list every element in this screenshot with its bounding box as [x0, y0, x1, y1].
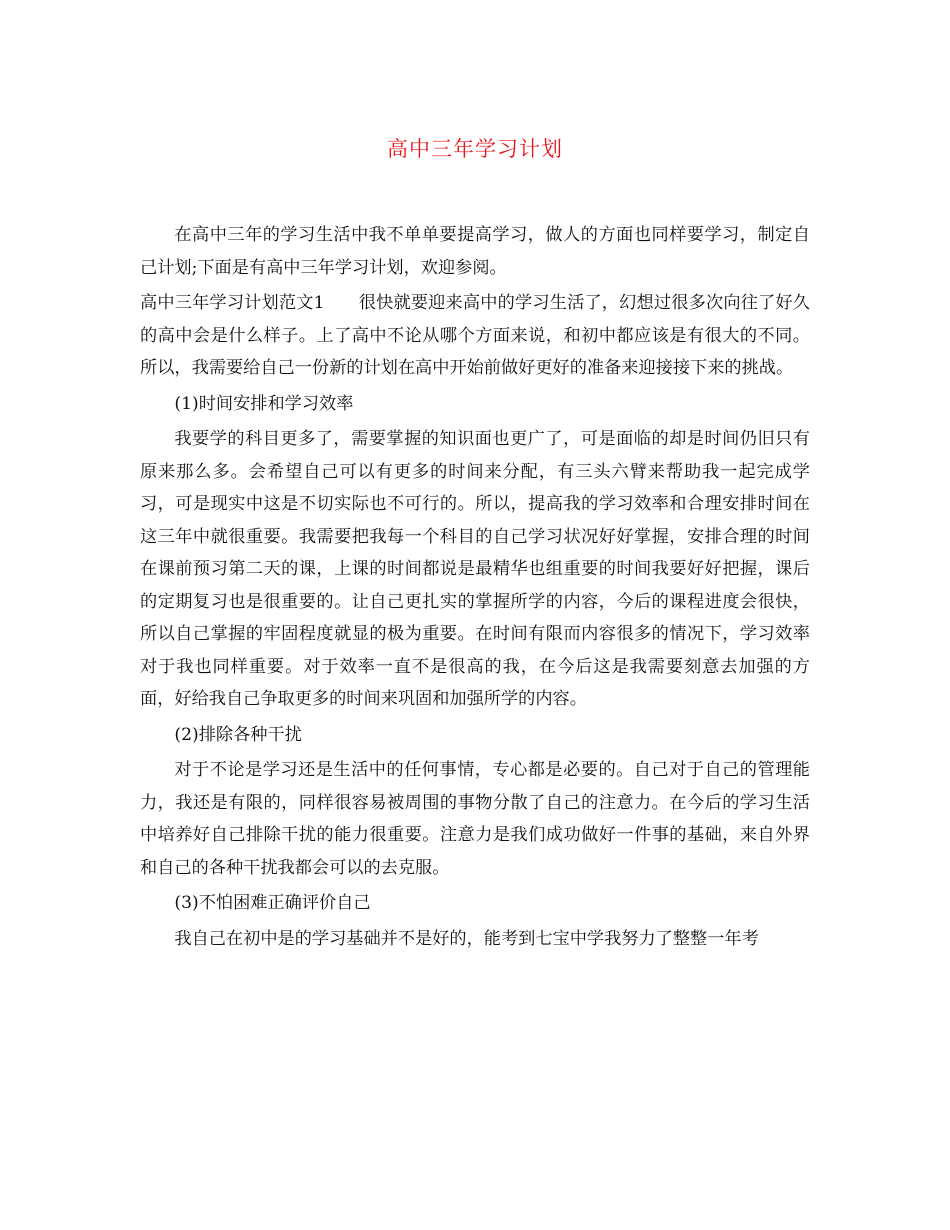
section-heading-2: (2)排除各种干扰 — [174, 724, 302, 745]
section-paragraph-2: 对于不论是学习还是生活中的任何事情，专心都是必要的。自己对于自己的管理能力，我还是有限的，同样很容易被周围的事物分散了自己的注意力。在今后的学习生活中培养好自己排除干扰的能力很重要。注意力是我们成功做好一件事的基础，来自外界和自己的各种干扰我都会可以的去克服。 — [140, 760, 810, 878]
document-body — [140, 219, 810, 958]
section-paragraph-1: 我要学的科目更多了，需要掌握的知识面也更广了，可是面临的却是时间仍旧只有原来那么多。会希望自己可以有更多的时间来分配，有三头六臂来帮助我一起完成学习，可是现实中这是不切实际也不可行的。所以，提高我的学习效率和合理安排时间在这三年中就很重要。我需要把我每一个科目的自己学习状况好好掌握，安排合理的时间在课前预习第二天的课，上课的时间都说是最精华也组重要的时间我要好好把握，课后的定期复习也是很重要的。让自己更扎实的掌握所学的内容，今后的课程进度会很快，所以自己掌握的牢固程度就显的极为重要。在时间有限而内容很多的情况下，学习效率对于我也同样重要。对于效率一直不是很高的我，在今后这是我需要刻意去加强的方面，好给我自己争取更多的时间来巩固和加强所学的内容。 — [140, 429, 810, 709]
section-heading-1: (1)时间安排和学习效率 — [174, 393, 354, 414]
intro-paragraph: 在高中三年的学习生活中我不单单要提高学习，做人的方面也同样要学习，制定自己计划;下面是有高中三年学习计划，欢迎参阅。 — [140, 225, 810, 278]
sample-label: 高中三年学习计划范文1 — [140, 293, 325, 313]
section-paragraph-3: 我自己在初中是的学习基础并不是好的，能考到七宝中学我努力了整整一年考 — [174, 928, 759, 949]
sample-paragraph — [140, 287, 810, 385]
section-heading-3: (3)不怕困难正确评价自己 — [174, 893, 371, 913]
document-title: 高中三年学习计划 — [387, 137, 563, 161]
sample-text: 很快就要迎来高中的学习生活了，幻想过很多次向往了好久的高中会是什么样子。上了高中不论从哪个方面来说，和初中都应该是有很大的不同。所以，我需要给自己一份新的计划在高中开始前做好更好的准备来迎接接下来的挑战。 — [140, 293, 810, 378]
